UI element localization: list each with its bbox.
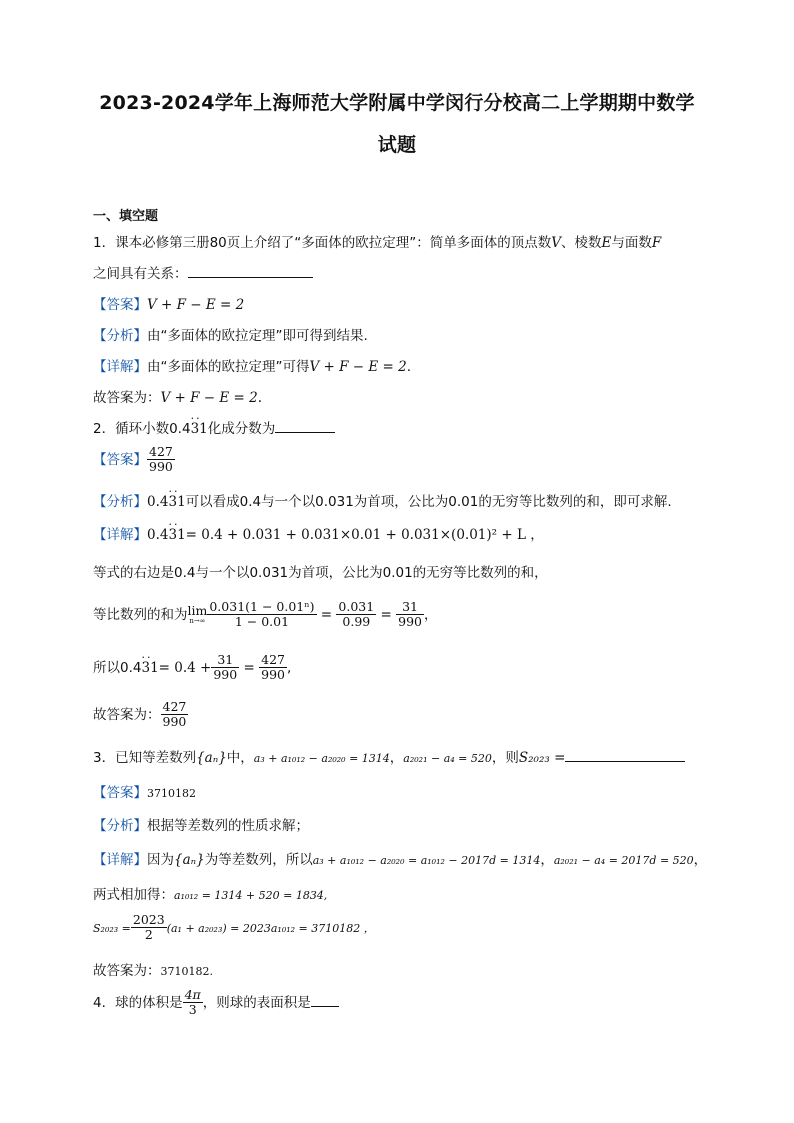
analysis-3: 【分析】根据等差数列的性质求解； bbox=[93, 818, 309, 834]
conclusion-1: 故答案为：V + F − E = 2. bbox=[93, 390, 263, 406]
detail-3-line-2: S₂₀₂₃ = $\frac{2023}{2}$ (a₁ + a₂₀₂₃) = 2023a₁₀₁₂ = 3710182 ， bbox=[93, 912, 375, 943]
detail-label: 【详解】 bbox=[93, 527, 147, 543]
fraction: $\frac{31}{990}$ bbox=[213, 652, 238, 683]
conclusion-3: 故答案为：3710182. bbox=[93, 963, 213, 979]
answer-1: 【答案】V + F − E = 2 bbox=[93, 297, 245, 313]
fraction: $\frac{31}{990}$ bbox=[398, 599, 422, 630]
fraction: $\frac{427}{990}$ bbox=[149, 444, 173, 475]
detail-2-line-3: 所以0.431 ··= 0.4 + $\frac{31}{990}$ = $\frac{427}{990}$ , bbox=[93, 653, 291, 683]
analysis-label: 【分析】 bbox=[93, 494, 147, 510]
question-1: 1．课本必修第三册80页上介绍了“多面体的欧拉定理”：简单多面体的顶点数V、棱数E与面数F bbox=[93, 235, 662, 251]
detail-1: 【详解】由“多面体的欧拉定理”可得V + F − E = 2. bbox=[93, 359, 412, 375]
detail-3: 【详解】因为{aₙ}为等差数列，所以a₃ + a₁₀₁₂ − a₂₀₂₀ = a₁₀₁₂ − 2017d = 1314，a₂₀₂₁ − a₄ = 2017d = 520， bbox=[93, 852, 708, 868]
conclusion-2: 故答案为： $\frac{427}{990}$ bbox=[93, 699, 187, 730]
question-3: 3．已知等差数列{aₙ}中，a₃ + a₁₀₁₂ − a₂₀₂₀ = 1314，a₂₀₂₁ − a₄ = 520，则S₂₀₂₃ = bbox=[93, 746, 685, 766]
answer-blank bbox=[188, 263, 313, 278]
question-2: 2．循环小数0.431 ··化成分数为 bbox=[93, 417, 335, 437]
fraction: $\frac{2023}{2}$ bbox=[132, 912, 165, 943]
limit: lim n→∞ bbox=[187, 603, 208, 625]
analysis-1: 【分析】由“多面体的欧拉定理”即可得到结果. bbox=[93, 328, 368, 344]
analysis-label: 【分析】 bbox=[93, 328, 147, 344]
answer-label: 【答案】 bbox=[93, 785, 147, 801]
fraction: $\frac{0.031}{0.99}$ bbox=[338, 599, 375, 630]
detail-3-line-1: 两式相加得：a₁₀₁₂ = 1314 + 520 = 1834, bbox=[93, 887, 328, 903]
answer-blank bbox=[311, 992, 339, 1007]
answer-3: 【答案】3710182 bbox=[93, 785, 196, 801]
question-4: 4．球的体积是 $\frac{4\pi}{3}$ ，则球的表面积是 bbox=[93, 988, 339, 1018]
answer-blank bbox=[275, 418, 335, 433]
detail-2: 【详解】0.431 ··= 0.4 + 0.031 + 0.031×0.01 + 0.031×(0.01)² + L ， bbox=[93, 523, 544, 543]
question-number: 2． bbox=[93, 421, 116, 437]
fraction: $\frac{427}{990}$ bbox=[261, 652, 285, 683]
detail-label: 【详解】 bbox=[93, 852, 147, 868]
analysis-2: 【分析】0.431 ··可以看成0.4与一个以0.031为首项，公比为0.01的无穷等比数列的和，即可求解. bbox=[93, 490, 672, 510]
detail-2-line-2: 等比数列的和为 lim n→∞ $\frac{\text{0.031(1 − 0.01ⁿ)}}{1 - 0.01}$ = $\frac{0.031}{0.99}$ = $\frac{31}{990}$ ， bbox=[93, 599, 438, 630]
detail-2-line-1: 等式的右边是0.4与一个以0.031为首项，公比为0.01的无穷等比数列的和， bbox=[93, 565, 548, 581]
section-heading: 一、填空题 bbox=[93, 209, 159, 224]
document-title: 2023-2024学年上海师范大学附属中学闵行分校高二上学期期中数学 bbox=[99, 92, 695, 114]
fraction: $\frac{427}{990}$ bbox=[162, 699, 187, 730]
answer-blank bbox=[565, 747, 685, 762]
fraction: $\frac{\text{0.031(1 − 0.01ⁿ)}}{1 - 0.01}$ bbox=[209, 599, 315, 630]
question-number: 3． bbox=[93, 750, 116, 766]
analysis-label: 【分析】 bbox=[93, 818, 147, 834]
question-number: 4． bbox=[93, 994, 116, 1011]
detail-label: 【详解】 bbox=[93, 359, 147, 375]
question-number: 1． bbox=[93, 235, 116, 251]
fraction: $\frac{4\pi}{3}$ bbox=[184, 987, 201, 1018]
answer-label: 【答案】 bbox=[93, 297, 147, 313]
question-1-continued: 之间具有关系： bbox=[93, 262, 313, 282]
answer-2 bbox=[93, 445, 175, 475]
document-title-continued: 试题 bbox=[377, 134, 417, 156]
answer-label: 【答案】 bbox=[93, 451, 147, 468]
